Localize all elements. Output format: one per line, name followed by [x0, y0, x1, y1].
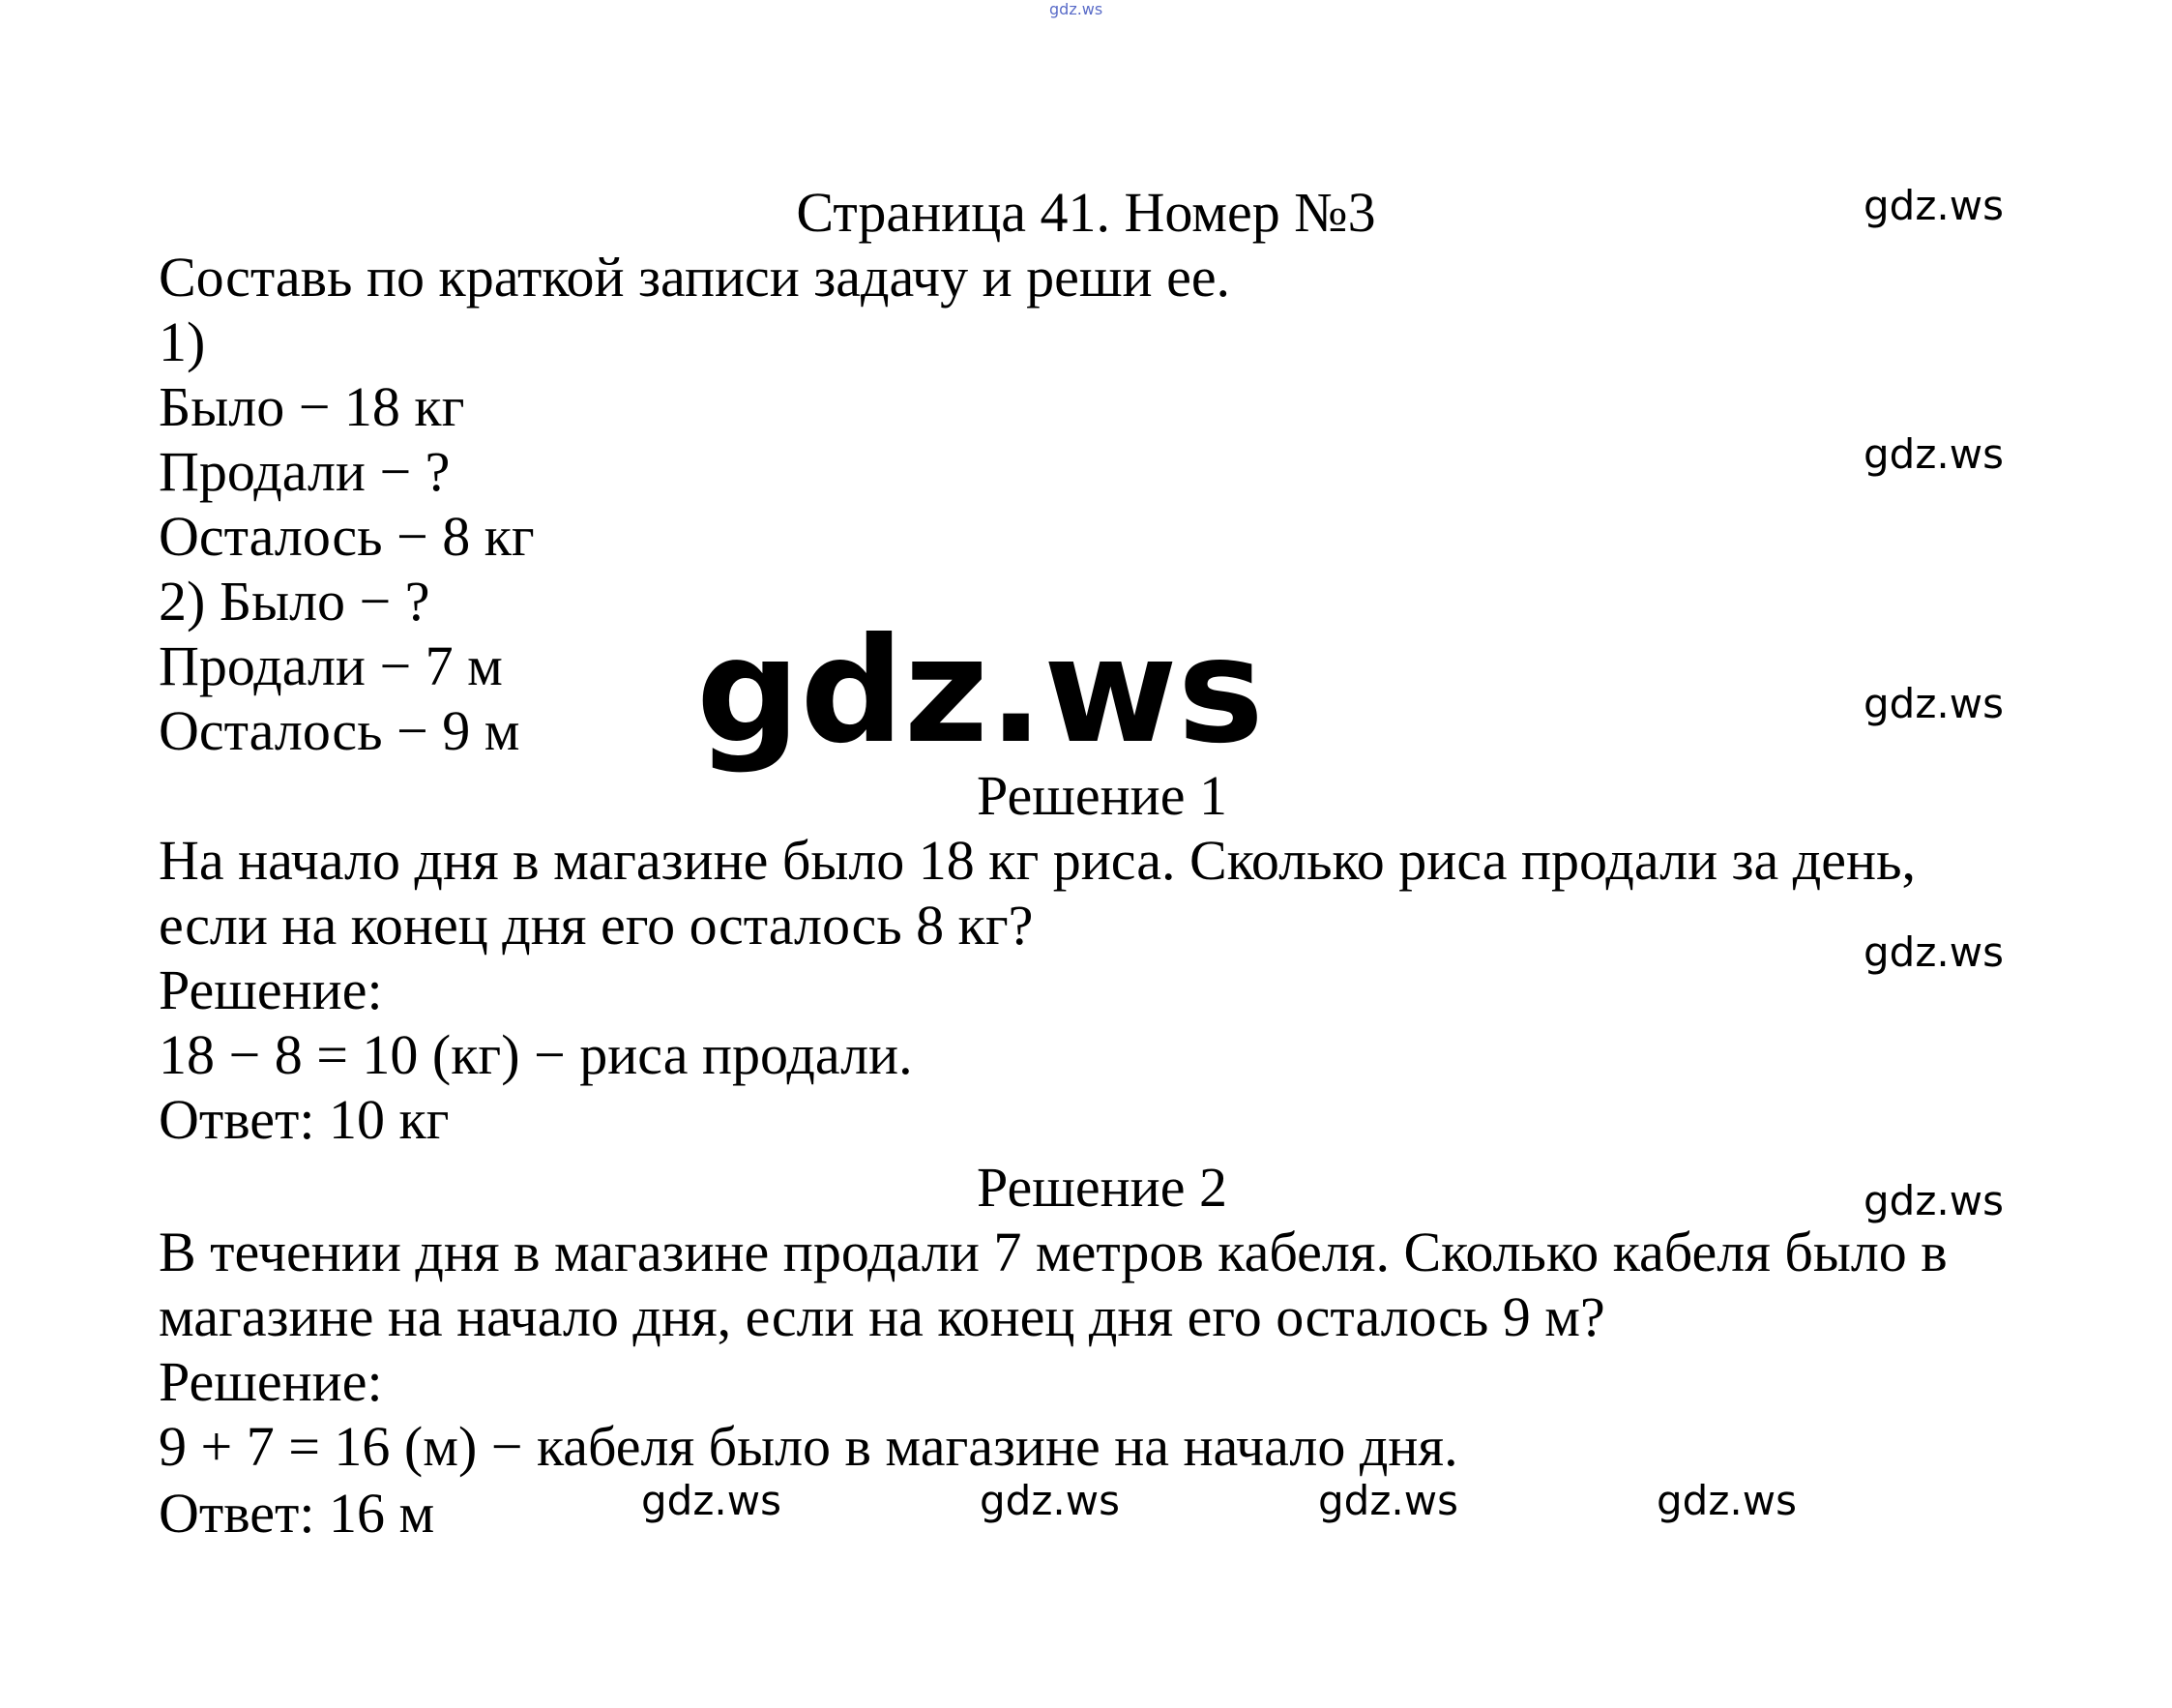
solution2-label: Решение:: [159, 1350, 383, 1413]
watermark-right: gdz.ws: [1864, 430, 2004, 478]
watermark-right: gdz.ws: [1864, 1177, 2004, 1224]
watermark-bottom: gdz.ws: [1657, 1477, 1797, 1524]
watermark-center: gdz.ws: [696, 607, 1264, 776]
solution2-problem-line: В течении дня в магазине продали 7 метров кабеля. Сколько кабеля было в: [159, 1221, 1948, 1283]
solution1-problem-line: На начало дня в магазине было 18 кг риса. Сколько риса продали за день,: [159, 829, 1917, 892]
solution2-answer: Ответ: 16 м: [159, 1482, 435, 1545]
watermark-right: gdz.ws: [1864, 182, 2004, 229]
solution2-problem-line: магазине на начало дня, если на конец дня его осталось 9 м?: [159, 1285, 1605, 1348]
watermark-right: gdz.ws: [1864, 928, 2004, 976]
solution2-heading: Решение 2: [977, 1156, 1227, 1219]
part2-line: Продали − 7 м: [159, 634, 503, 697]
watermark-bottom: gdz.ws: [1318, 1477, 1458, 1524]
part1-line: Осталось − 8 кг: [159, 505, 535, 568]
part2-first-line: 2) Было − ?: [159, 570, 430, 633]
solution1-label: Решение:: [159, 958, 383, 1021]
part2-line: Осталось − 9 м: [159, 699, 520, 762]
part1-line: Продали − ?: [159, 440, 451, 503]
solution2-calc: 9 + 7 = 16 (м) − кабеля было в магазине на начало дня.: [159, 1415, 1458, 1478]
solution1-answer: Ответ: 10 кг: [159, 1088, 450, 1151]
watermark-bottom: gdz.ws: [641, 1477, 781, 1524]
page-title: Страница 41. Номер №3: [796, 181, 1376, 244]
watermark-bottom: gdz.ws: [980, 1477, 1120, 1524]
part1-line: Было − 18 кг: [159, 375, 465, 438]
solution1-heading: Решение 1: [977, 764, 1227, 827]
part1-label: 1): [159, 310, 206, 373]
task-instruction: Составь по краткой записи задачу и реши ее.: [159, 246, 1231, 309]
solution1-problem-line: если на конец дня его осталось 8 кг?: [159, 894, 1034, 957]
watermark-right: gdz.ws: [1864, 680, 2004, 727]
watermark-top: gdz.ws: [1049, 0, 1103, 18]
solution1-calc: 18 − 8 = 10 (кг) − риса продали.: [159, 1023, 913, 1086]
